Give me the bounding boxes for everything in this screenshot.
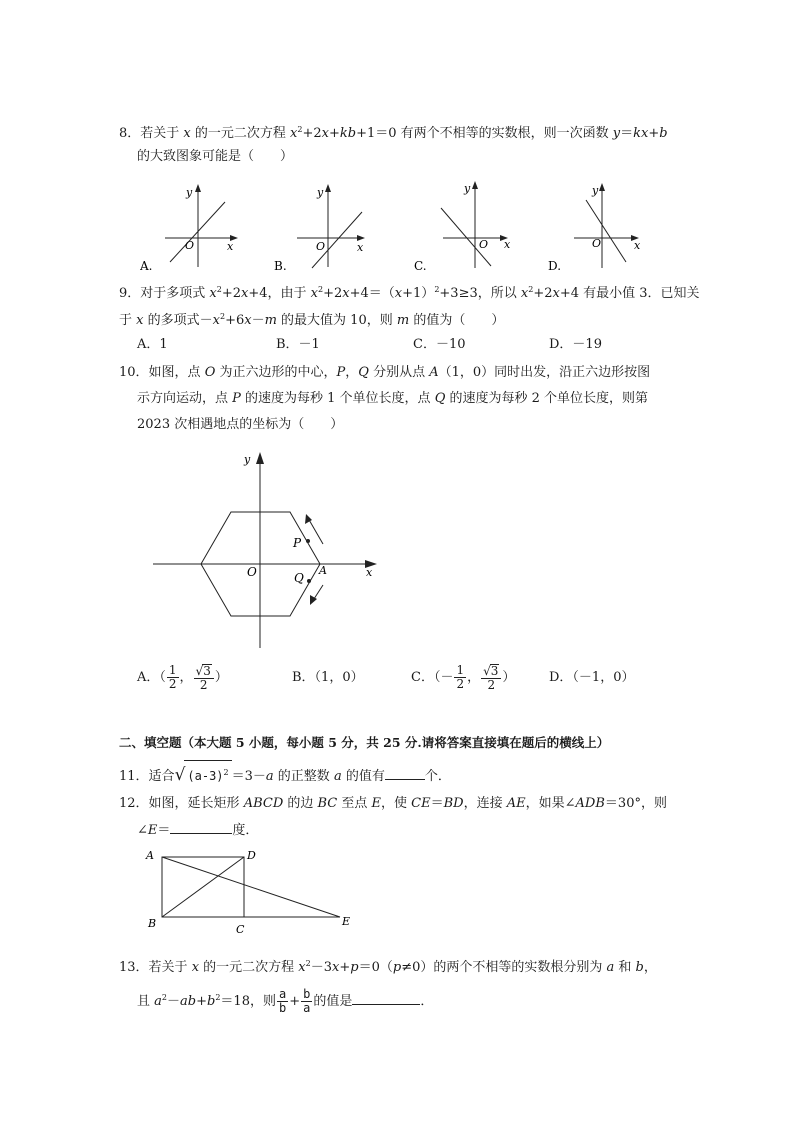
q8-d-origin: O xyxy=(592,237,602,250)
q11-line: 11．适合√ $(a-3)^2 =3-a$ 的正整数 a 的值有 个． xyxy=(119,760,451,789)
q13-line2: 且 $a^2-ab+b^2=18$，则 $\frac{a}{b}$ + $\frac{b}{a}$ 的值是 ． xyxy=(137,987,434,1015)
q9-line2: 于 x 的多项式$-x^2+6x-m$ 的最大值为 10，则 m 的值为（ ） xyxy=(119,312,505,328)
q8-a-y-label: y xyxy=(186,186,193,199)
q8-option-d: D. xyxy=(548,259,562,272)
q10-o-label: O xyxy=(247,565,257,579)
q12-label-c: C xyxy=(236,923,245,936)
q13-answer-blank[interactable] xyxy=(352,992,420,1005)
q8-option-a: A. xyxy=(140,259,153,272)
q10-line1: 10．如图，点 O 为正六边形的中心，P，Q 分别从点 A（1，0）同时出发，沿正六边形按图 xyxy=(119,365,651,380)
q12-rectangle-figure xyxy=(140,845,360,940)
q10-option-b: B．（1，0） xyxy=(292,670,364,685)
section2-title: 二、填空题（本大题 5 小题，每小题 5 分，共 25 分.请将答案直接填在题后的横线上） xyxy=(119,735,610,750)
q10-x-label: x xyxy=(366,566,373,579)
point-q xyxy=(307,579,311,583)
point-p xyxy=(306,539,310,543)
q10-option-a: A．（ $\frac{1}{2}$ ， $\frac{√3}{2}$ ） xyxy=(137,663,228,692)
q8-c-y-label: y xyxy=(464,182,471,195)
q8-b-y-label: y xyxy=(317,186,324,199)
q10-option-d: D．（－1，0） xyxy=(549,670,635,685)
q9-option-b: B．－1 xyxy=(276,337,320,352)
q9-option-c: C．－10 xyxy=(413,337,466,352)
q8-option-b: B. xyxy=(274,259,287,272)
q10-q-label: Q xyxy=(294,571,304,585)
q12-label-b: B xyxy=(148,917,157,930)
q8-c-x-label: x xyxy=(504,238,511,251)
q8-graph-a xyxy=(140,182,250,272)
q10-option-c: C．（－ $\frac{1}{2}$ ， $\frac{√3}{2}$ ） xyxy=(411,663,516,692)
q8-line1: 8．若关于 x 的一元二次方程 $x^2+2x+kb+1=0$ 有两个不相等的实数根，则一次函数 y＝kx+b xyxy=(119,125,668,141)
q12-label-d: D xyxy=(247,849,256,862)
q9-option-a: A．1 xyxy=(137,337,168,352)
q10-line2: 示方向运动，点 P 的速度为每秒 1 个单位长度，点 Q 的速度为每秒 2 个单位长度，则第 xyxy=(137,391,649,406)
q12-label-e: E xyxy=(342,915,351,928)
q8-graph-c xyxy=(413,178,523,272)
q12-label-a: A xyxy=(146,849,154,862)
q8-option-c: C. xyxy=(414,259,427,272)
q10-a-label: A xyxy=(319,564,327,577)
q8-b-x-label: x xyxy=(357,241,364,254)
q10-hexagon-figure xyxy=(150,448,390,653)
q12-answer-blank[interactable] xyxy=(170,821,232,834)
q13-line1: 13．若关于 x 的一元二次方程 $x^2-3x+p=0(p\ne 0)$的两个不相等的实数根分别为 a 和 b， xyxy=(119,959,657,975)
q8-a-origin: O xyxy=(185,239,195,252)
q8-line2: 的大致图象可能是（ ） xyxy=(137,149,294,164)
q8-b-origin: O xyxy=(316,240,326,253)
q8-c-origin: O xyxy=(479,238,489,251)
q12-line2: ∠E＝ 度． xyxy=(137,823,259,838)
q12-line1: 12．如图，延长矩形 ABCD 的边 BC 至点 E，使 CE＝BD，连接 AE，如果∠ADB＝30°，则 xyxy=(119,796,667,811)
q8-d-y-label: y xyxy=(592,184,599,197)
q9-option-d: D．－19 xyxy=(549,337,602,352)
q8-graph-b xyxy=(272,182,382,272)
q8-d-x-label: x xyxy=(634,239,641,252)
q8-a-x-label: x xyxy=(227,240,234,253)
q9-line1: 9．对于多项式 $x^2+2x+4$，由于 $x^2+2x+4=(x+1)^2+3\ge 3$，所以 $x^2+2x+4$ 有最小值 3．已知关 xyxy=(119,285,700,301)
q10-y-label: y xyxy=(244,453,251,466)
q10-line3: 2023 次相遇地点的坐标为（ ） xyxy=(137,417,344,432)
q10-p-label: P xyxy=(293,536,302,550)
q8-graph-d xyxy=(546,180,656,272)
q11-answer-blank[interactable] xyxy=(385,767,425,780)
